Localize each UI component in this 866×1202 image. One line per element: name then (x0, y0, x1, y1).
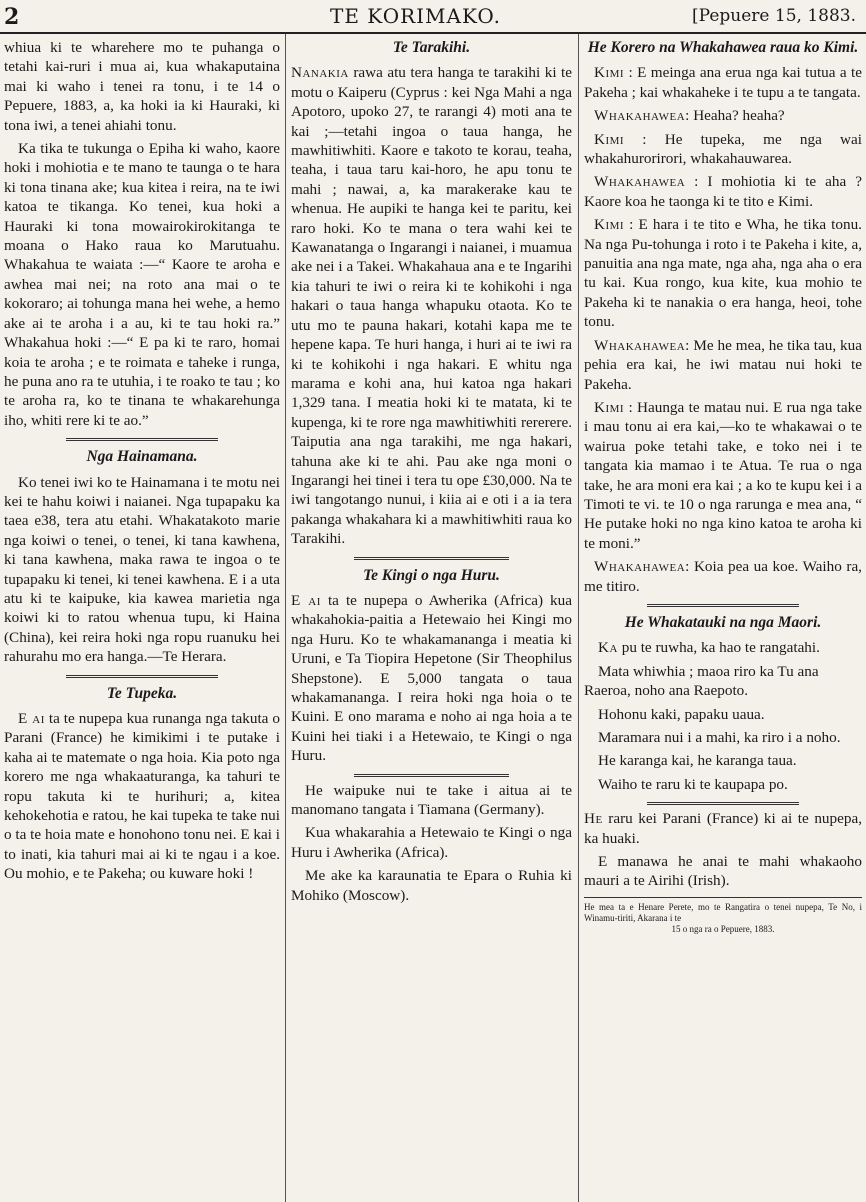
heading-tarakihi: Te Tarakihi. (392, 39, 471, 56)
dialogue-text: E meinga ana erua nga kai tutua a te Pakeha ; kai whakaheke i te tupu a te tangata. (584, 64, 862, 101)
dialogue-text: Heaha? heaha? (693, 107, 785, 125)
section-separator (354, 557, 509, 560)
lead-word: Nanakia (291, 64, 349, 82)
dialogue-text: I mohiotia ki te aha ? Kaore koa he taonga ki te tito e Kimi. (584, 173, 862, 210)
dialogue-line: Whakahawea: Me he mea, he tika tau, kua pehia era kai, he iwi matau nui hoki te Pakeha. (584, 336, 862, 393)
heading-whakatauki: He Whakatauki na nga Maori. (624, 613, 822, 631)
column-divider (578, 34, 579, 1202)
dialogue-text: Me he mea, he tika tau, kua pehia era kai, he iwi matau nui hoki te Pakeha. (584, 336, 862, 393)
dialogue-text: E hara i te tito e Wha, he tika tonu. Na nga Pu-tohunga i roto i te Pakeha i kite, a, panuitia ana nga mate, nga aha, nga aha o era tu kai. Kua rongo, kua kite, kua mohio te Pakeha ki te nanakia o era hanga, heoi, tohe tonu. (584, 216, 862, 331)
speaker: Kimi (594, 216, 625, 234)
proverb: Mata whiwhia ; maoa riro ka Tu ana Raeroa, noho ana Raepoto. (584, 662, 819, 700)
dialogue-line: Kimi : E meinga ana erua nga kai tutua a te Pakeha ; kai whakaheke i te tupu a te tangata. (584, 64, 862, 101)
article-paragraph (291, 591, 572, 766)
dialogue-line: Whakahawea : I mohiotia ki te aha ? Kaore koa he taonga ki te tito e Kimi. (584, 173, 862, 210)
speaker: Kimi (594, 398, 625, 416)
article-paragraph (291, 63, 572, 548)
article-paragraph: Ka tika te tukunga o Epiha ki waho, kaore hoki i mohiotia e te mano te taunga o te hara ki tona tinana ake; kua kitea i reira, na te iwi katoa te tikanga. Ko tenei, kua hoki a Hauraki ki tona mowairokirokitanga te moana o Hako raua ko Marutuahu. Whakahua te waiata :—“ Kaore te aroha e awhea mai nei; na roto ana mai o te kokoraro; ai tohunga mana hei wehe, a hemo ake ai te aroha i a au, ki te tau hoki ra.” Whakahua hoki :—“ E pa ki te raro, homai koia te aroha ; e te roimata e taheke i runga, he puna ano ra te utuhia, i te roako te tau ; ko te aroha ra, ko te tinana te whakarehunga iho, whiti rere ki te ao.” (4, 140, 280, 429)
proverb: Hohonu kaki, papaku uaua. (598, 705, 765, 723)
imprint-date: 15 o nga ra o Pepuere, 1883. (671, 923, 775, 934)
issue-date: [Pepuere 15, 1883. (692, 6, 856, 26)
article-text: ta te nupepa kua runanga nga takuta o Parani (France) he kimikimi i te putake i kaha ai te matemate o nga hoia. Kia poto nga korero me nga whakaaturanga, ka tahuri te ropu takuta ki te hurihuri; a, kitea kehokehotia e ratou, he kai tupeka te take nui o ta te hoia mate e honohono tonu nei. E kai i to inati, kia tahuri mai ai ki te ngau i a koe. Ou mohio, e te Pakeha; ou kuware hoki ! (4, 710, 280, 883)
heading-huru: Te Kingi o nga Huru. (363, 566, 500, 584)
page-number: 2 (4, 4, 20, 30)
section-separator (66, 438, 218, 441)
dialogue-line: Whakahawea: Koia pea ua koe. Waiho ra, me titiro. (584, 558, 862, 595)
section-separator (647, 604, 800, 607)
speaker: Whakahawea (594, 558, 686, 576)
speaker: Kimi (594, 64, 625, 82)
header-rule (0, 32, 866, 34)
imprint-text: He mea ta e Henare Perete, mo te Rangatira o tenei nupepa, Te No, i Winamu-tiriti, Akarana i te (584, 901, 862, 923)
column-1 (4, 38, 280, 1200)
dialogue (584, 63, 862, 596)
proverb: Waiho te raru ki te kaupapa po. (598, 775, 788, 793)
section-separator (66, 675, 218, 678)
column-3 (584, 38, 862, 1200)
article-text: ta te nupepa o Awherika (Africa) kua whakahokia-paitia a Hetewaio hei Kingi mo nga Huru. Ko te whakamananga i meatia ki Uruni, e Ta Tiopira Hepetone (Sir Theophilus Shepstone). E 5,000 tangata o taua whakamananga. I reira hoki nga hoia o te Kuini. E ono marama e noho ai nga hoia a te Kuini hei tiaki i a Hetewaio, te Kingi o nga Huru. (291, 591, 572, 765)
imprint (584, 902, 862, 935)
news-item: E manawa he anai te mahi whakaoho mauri a te Airihi (Irish). (584, 853, 862, 890)
lead-word: E ai (18, 710, 45, 727)
dialogue-text: Koia pea ua koe. Waiho ra, me titiro. (584, 558, 862, 595)
footnote-rule (584, 897, 862, 898)
news-item: Kua whakarahia a Hetewaio te Kingi o nga Huru i Awherika (Africa). (291, 824, 572, 861)
news-item: He waipuke nui te take i aitua ai te manomano tangata i Tiamana (Germany). (291, 781, 572, 819)
lead-word: E ai (291, 591, 321, 609)
column-2 (291, 38, 572, 1200)
heading-tupeka: Te Tupeka. (106, 684, 178, 702)
newspaper-title: TE KORIMAKO. (330, 4, 501, 28)
column-divider (285, 34, 286, 1202)
article-paragraph: whiua ki te wharehere mo te puhanga o tetahi kai-ruri i mua ai, kua whakaputaina mai ki waho i tenei ra tonu, i te 14 o Pepuere, 1883, a, ka hoki ia ki Hauraki, ki tona iwi, a tenei ahiahi tonu. (4, 39, 280, 134)
section-separator (647, 802, 800, 805)
speaker: Whakahawea (594, 336, 686, 354)
proverb: Maramara nui i a mahi, ka riro i a noho. (598, 729, 841, 746)
news-item (584, 809, 862, 848)
page-header (0, 0, 866, 34)
news-item: Me ake ka karaunatia te Epara o Ruhia ki Mohiko (Moscow). (291, 867, 572, 904)
heading-korero: He Korero na Whakahawea raua ko Kimi. (587, 39, 859, 56)
speaker: Whakahawea (594, 173, 686, 191)
dialogue-line: Kimi : He tupeka, me nga wai whakahurorirori, whakahauwarea. (584, 130, 862, 168)
proverb: He karanga kai, he karanga taua. (598, 752, 797, 770)
dialogue-line: Kimi : Haunga te matau nui. E rua nga take i mau tonu ai era kai,—ko te whakawai o te wairua poke tetahi take, e toko nei i te tangata kia mamao i te Atua. Te rua o nga take, he ara moni era kai ; a ko te kupu kei i a Timoti te vi. te 10 o nga rarunga e mea ana, “ He putake hoki no nga kino katoa te aroha ki te moni.” (584, 398, 862, 552)
speaker: Whakahawea (594, 107, 686, 125)
dialogue-line: Kimi : E hara i te tito e Wha, he tika tonu. Na nga Pu-tohunga i roto i te Pakeha i kite, a, panuitia ana nga mate, nga aha, nga aha o era tu kai. Kua rongo, kua kite, kua mohio te Pakeha ki te nanakia o era hanga, heoi, tohe tonu. (584, 216, 862, 331)
news-text: raru kei Parani (France) ki ai te nupepa, ka huaki. (584, 810, 862, 847)
article-paragraph: Ko tenei iwi ko te Hainamana i te motu nei kei te hahu koiwi i naianei. Nga tupapaku ka taea e38, tera atu etahi. Whakatakoto marie nga koiwi o tenei, o tenei, ki tana kawhena, ki tana kawhena, maka rawa te ingoa o te tupapaku ki tenei, ki tenei kawhena. E i a uta atu ki te kaipuke, kia kawea marietia nga koiwi ki to ratou whenua tupu, ki Haina (China), kei reira hoki nga ropu ruanuku hei rahurahu mo era hanga.—Te Herara. (4, 473, 280, 666)
section-separator (354, 774, 509, 777)
proverb (584, 638, 862, 657)
dialogue-text: Haunga te matau nui. E rua nga take i mau tonu ai era kai,—ko te whakawai o te wairua poke tetahi take, e toko nei i te tangata kia mamao i te Atua. Te rua o nga take, he ara moni era kai ; a ko te kupu kei i a Timoti te vi. te 10 o nga rarunga e mea ana, “ He putake hoki no nga kino katoa te aroha ki te moni.” (584, 398, 862, 552)
article-paragraph (4, 709, 280, 884)
lead-word: He (584, 810, 603, 828)
proverb-text: pu te ruwha, ka hao te rangatahi. (617, 639, 820, 657)
heading-hainamana: Nga Hainamana. (86, 448, 198, 466)
article-text: rawa atu tera hanga te tarakihi ki te motu o Kaiperu (Cyprus : kei Nga Mahi a nga Apotoro, upoko 27, te rarangi 4) moti ana te kai ;—tetahi ingoa o taua hanga, he mawhitiwhiti. Kaore e takoto te korau, teaha, teaha, i taua taru kai-horo, he apu tonu te mahi ; nawai, a, ka marakerake kau te whenua. He aupiki te hanga kei te paritu, kei raro hoki. Ko te mana o tera wahi kei te Kawanatanga o Ingarangi i naianei, i muamua ake nei i a Takei. Whakahaua ana e te Ingarihi kia tahuri te iwi o reira ki te kohikohi i nga hakari o taua hanga whapuku otaota. Ko te utu mo te pauna hakari, kotahi kapa me te hepene kapa. Te huri hanga, i huri ai te iwi ra ki te kohikohi i nga hakari. E whitu nga marama e kohi ana, hui katoa nga hakari 1,329 tana. I meatia hoki ki te matata, ki te kupenga, ki te rore nga mawhitiwhiti rererere. Taiputia ana nga tarakihi, me nga hakari, tahuna ake ki te ahi. Pau ake nga moni o Ingarangi hei tinei i tera tu ope £30,000. Na te iwi tangotango nunui, i kiia ai e oti i a ia tera pakanga whakahara ki a mawhitiwhiti raua ko Tarakihi. (291, 64, 572, 548)
lead-word: Ka (598, 639, 618, 657)
dialogue-line: Whakahawea: Heaha? heaha? (594, 107, 785, 125)
dialogue-text: He tupeka, me nga wai whakahurorirori, whakahauwarea. (584, 130, 862, 168)
speaker: Kimi (594, 130, 625, 148)
